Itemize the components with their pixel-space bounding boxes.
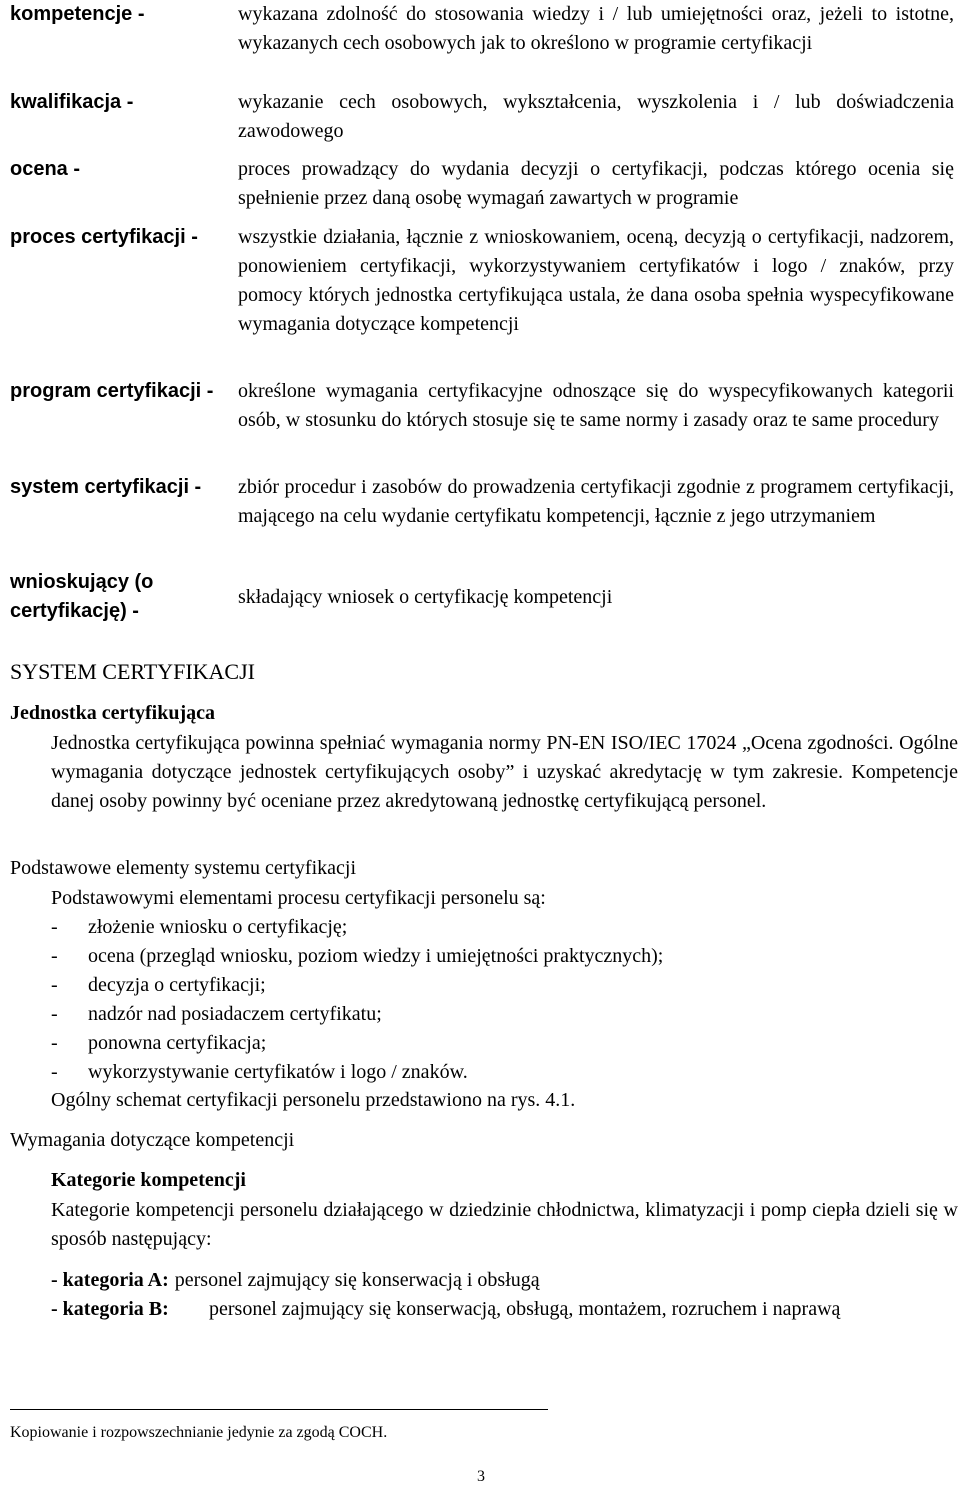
definition-term: kompetencje - <box>10 3 145 25</box>
footnote: Kopiowanie i rozpowszechnianie jedynie za zgodą COCH. <box>10 1424 388 1441</box>
definition-row <box>10 568 954 638</box>
list-item: - wykorzystywanie certyfikatów i logo / znaków. <box>51 1061 468 1083</box>
subsection-title: Kategorie kompetencji <box>51 1169 246 1191</box>
subsection-title: Wymagania dotyczące kompetencji <box>10 1129 295 1151</box>
definition-term: system certyfikacji - <box>10 476 202 498</box>
elements-list <box>51 913 958 1087</box>
definition-row <box>10 223 954 377</box>
subsection-title: Podstawowe elementy systemu certyfikacji <box>10 857 357 879</box>
definition-desc: wykazana zdolność do stosowania wiedzy i / lub umiejętności oraz, jeżeli to istotne, wykazanych cech osobowych jak to określono w programie certyfikacji <box>238 3 954 54</box>
definition-desc: proces prowadzący do wydania decyzji o certyfikacji, podczas którego ocenia się spełnienie przez daną osobę wymagań zawartych w programie <box>238 158 954 209</box>
category-text: personel zajmujący się konserwacją i obsługą <box>174 1269 540 1291</box>
list-item: - decyzja o certyfikacji; <box>51 974 266 996</box>
definition-row <box>10 473 954 568</box>
section-title: SYSTEM CERTYFIKACJI <box>10 659 255 684</box>
category-item <box>51 1266 958 1295</box>
definition-term: wnioskujący (o certyfikację) - <box>10 571 154 622</box>
definition-term: kwalifikacja - <box>10 91 134 113</box>
list-item: - złożenie wniosku o certyfikację; <box>51 916 348 938</box>
paragraph: Podstawowymi elementami procesu certyfikacji personelu są: <box>51 887 546 909</box>
paragraph: Ogólny schemat certyfikacji personelu przedstawiono na rys. 4.1. <box>51 1089 576 1111</box>
categories-list <box>51 1266 958 1324</box>
definition-desc: wszystkie działania, łącznie z wnioskowaniem, oceną, decyzją o certyfikacji, nadzorem, ponowieniem certyfikacji, wykorzystywaniem certyfikatów i logo / znaków, przy pomocy których jednostka certyfikująca ustala, że dana osoba spełnia wyspecyfikowane wymagania dotyczące kompetencji <box>238 226 954 335</box>
category-label: - kategoria A: <box>51 1269 169 1291</box>
category-item <box>51 1295 958 1324</box>
definition-term: proces certyfikacji - <box>10 226 198 248</box>
definition-row <box>10 377 954 473</box>
definition-desc: składający wniosek o certyfikację kompetencji <box>238 586 613 608</box>
paragraph: Jednostka certyfikująca powinna spełniać wymagania normy PN-EN ISO/IEC 17024 „Ocena zgodności. Ogólne wymagania dotyczące jednostek certyfikujących osoby” i uzyskać akredytację w tym zakresie. Kompetencje danej osoby powinny być oceniane przez akredytowaną jednostkę certyfikującą personel. <box>51 732 958 812</box>
definition-desc: wykazanie cech osobowych, wykształcenia, wyszkolenia i / lub doświadczenia zawodowego <box>238 91 954 142</box>
list-item: - ponowna certyfikacja; <box>51 1032 267 1054</box>
definition-row <box>10 0 954 88</box>
definition-row <box>10 88 954 155</box>
category-text: personel zajmujący się konserwacją, obsługą, montażem, rozruchem i naprawą <box>209 1298 841 1320</box>
paragraph: Kategorie kompetencji personelu działającego w dziedzinie chłodnictwa, klimatyzacji i pomp ciepła dzieli się w sposób następujący: <box>51 1199 958 1250</box>
list-item: - nadzór nad posiadaczem certyfikatu; <box>51 1003 382 1025</box>
category-label: - kategoria B: <box>51 1298 169 1320</box>
footnote-rule <box>10 1409 548 1410</box>
definition-row <box>10 155 954 223</box>
definitions-list <box>10 0 954 638</box>
definition-desc: określone wymagania certyfikacyjne odnoszące się do wyspecyfikowanych kategorii osób, w stosunku do których stosuje się te same normy i zasady oraz te same procedury <box>238 380 954 431</box>
definition-term: ocena - <box>10 158 81 180</box>
list-item: - ocena (przegląd wniosku, poziom wiedzy i umiejętności praktycznych); <box>51 945 664 967</box>
page-number: 3 <box>477 1468 485 1485</box>
subsection-title: Jednostka certyfikująca <box>10 702 215 724</box>
definition-term: program certyfikacji - <box>10 380 214 402</box>
definition-desc: zbiór procedur i zasobów do prowadzenia certyfikacji zgodnie z programem certyfikacji, mającego na celu wydanie certyfikatu kompetencji, łącznie z jego utrzymaniem <box>238 476 954 527</box>
